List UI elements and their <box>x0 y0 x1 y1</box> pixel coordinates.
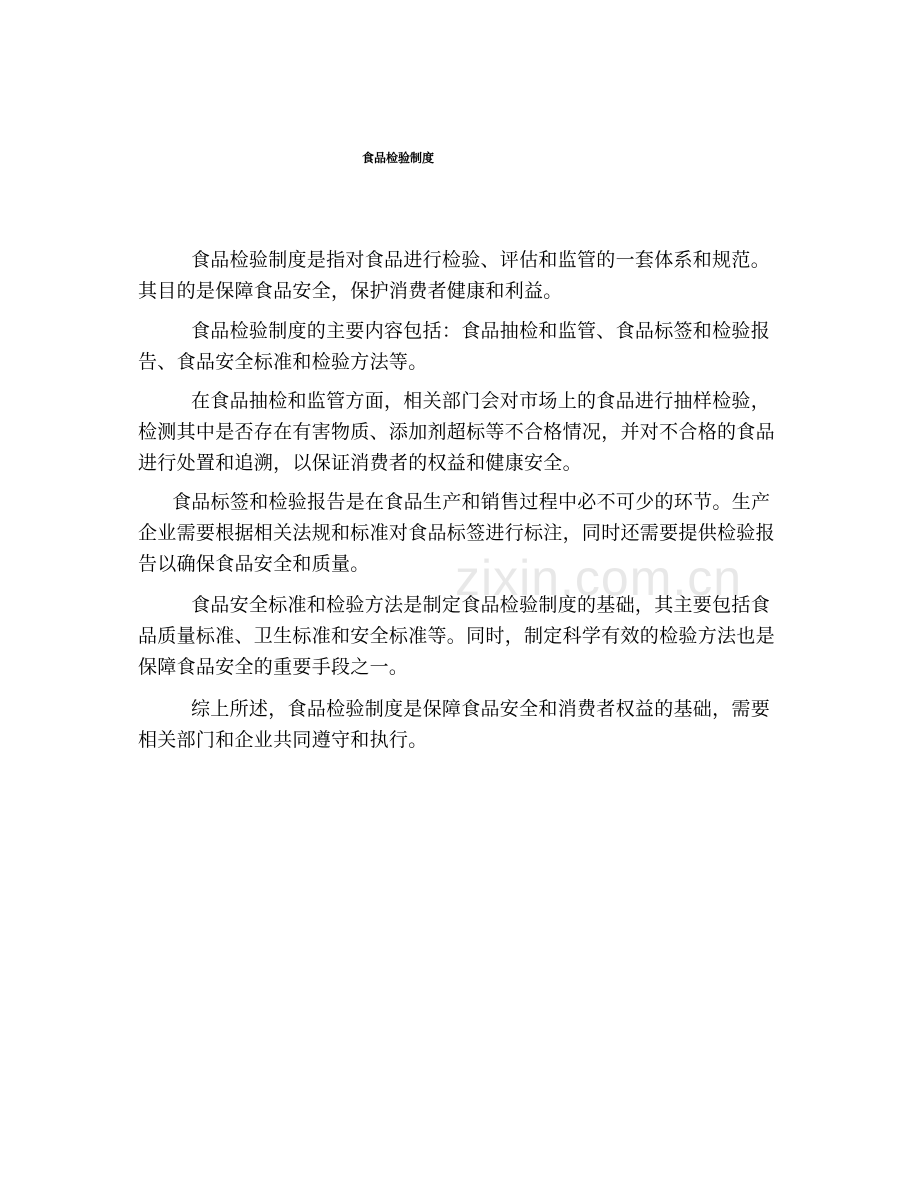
paragraph-2: 食品检验制度的主要内容包括：食品抽检和监管、食品标签和检验报告、食品安全标准和检验方法等。 <box>138 320 771 373</box>
paragraph-5: 食品安全标准和检验方法是制定食品检验制度的基础，其主要包括食品质量标准、卫生标准和安全标准等。同时，制定科学有效的检验方法也是保障食品安全的重要手段之一。 <box>138 594 775 678</box>
paragraph-4: 食品标签和检验报告是在食品生产和销售过程中必不可少的环节。生产企业需要根据相关法规和标准对食品标签进行标注，同时还需要提供检验报告以确保食品安全和质量。 <box>138 491 775 575</box>
paragraph-6: 综上所述，食品检验制度是保障食品安全和消费者权益的基础，需要相关部门和企业共同遵守和执行。 <box>138 698 771 751</box>
paragraph-3: 在食品抽检和监管方面，相关部门会对市场上的食品进行抽样检验，检测其中是否存在有害物质、添加剂超标等不合格情况，并对不合格的食品进行处置和追溯，以保证消费者的权益和健康安全。 <box>138 390 775 474</box>
document-title: 食品检验制度 <box>362 151 435 165</box>
watermark: zixin.com.cn <box>455 550 743 606</box>
paragraph-1: 食品检验制度是指对食品进行检验、评估和监管的一套体系和规范。其目的是保障食品安全，保护消费者健康和利益。 <box>138 249 771 302</box>
